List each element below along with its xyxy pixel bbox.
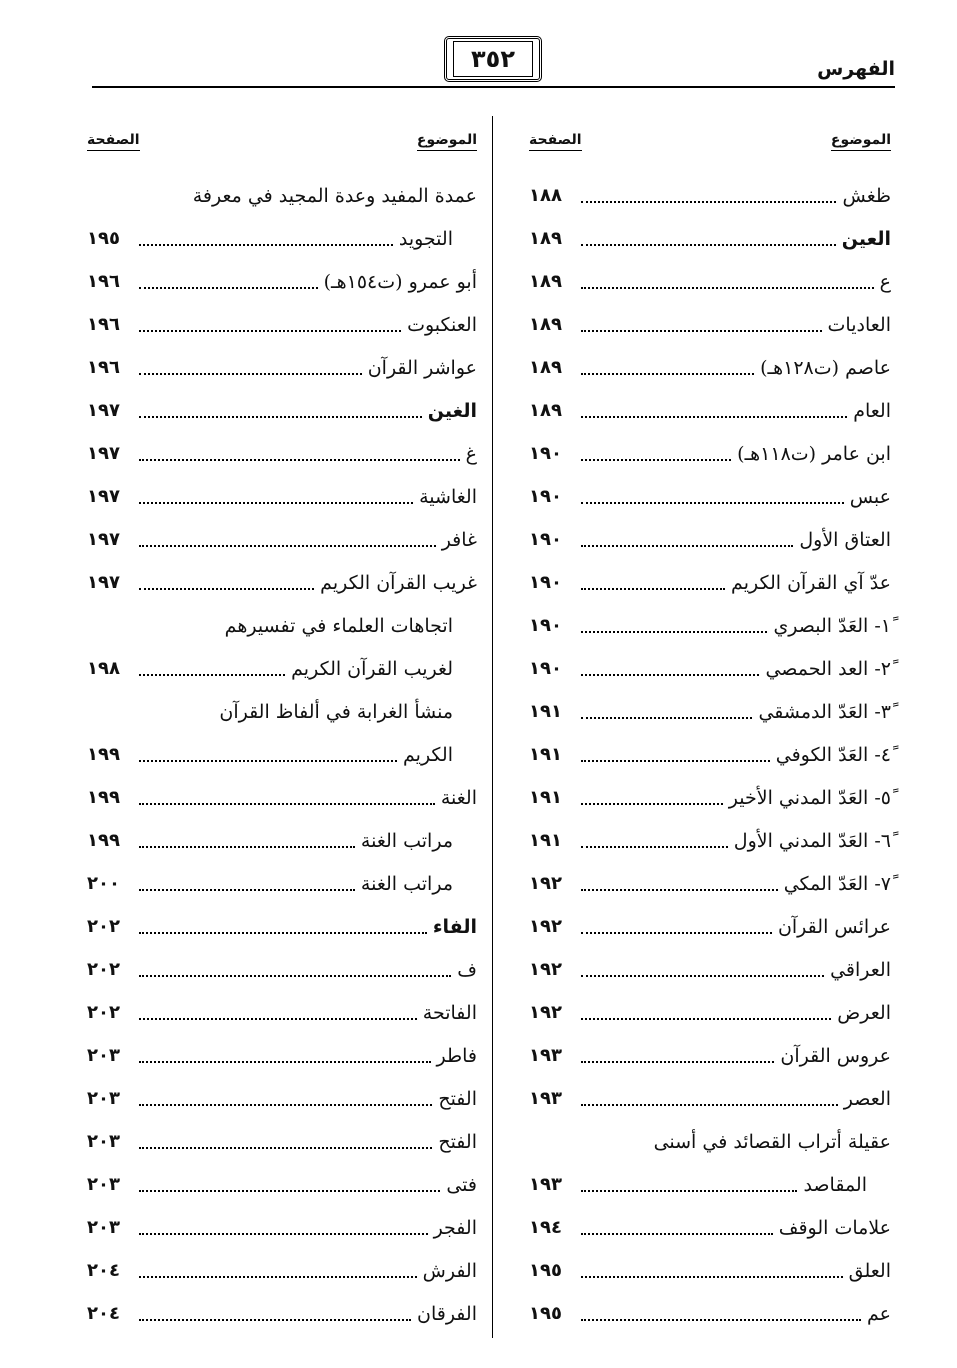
entry-title: ٦ً- العَدّ المدني الأول xyxy=(733,829,891,852)
entry-page-number: ٢٠٤ xyxy=(87,1260,120,1281)
entry-title: العين xyxy=(841,227,891,250)
entry-page-number: ١٩٥ xyxy=(87,228,120,249)
dot-leader xyxy=(581,588,725,590)
index-entry xyxy=(87,1249,477,1292)
left-column-entries xyxy=(87,174,477,1335)
entry-page-number: ١٩٠ xyxy=(529,615,562,636)
entry-page-number: ٢٠٠ xyxy=(87,873,120,894)
index-entry xyxy=(529,905,891,948)
entry-page-number: ١٩٣ xyxy=(529,1045,562,1066)
entry-page-number: ١٩١ xyxy=(529,744,562,765)
index-entry xyxy=(87,948,477,991)
entry-page-number: ١٩٠ xyxy=(529,658,562,679)
dot-leader xyxy=(581,717,752,719)
index-entry xyxy=(529,948,891,991)
entry-title: ع xyxy=(879,270,891,293)
index-entry xyxy=(529,1120,891,1163)
dot-leader xyxy=(139,932,427,934)
dot-leader xyxy=(581,545,793,547)
entry-page-number: ١٨٩ xyxy=(529,314,562,335)
dot-leader xyxy=(139,1276,417,1278)
index-entry xyxy=(529,389,891,432)
dot-leader xyxy=(139,588,314,590)
entry-title: الغين xyxy=(427,399,477,422)
entry-title: عم xyxy=(867,1302,891,1325)
index-entry xyxy=(529,776,891,819)
index-entry xyxy=(87,819,477,862)
entry-title: غريب القرآن الكريم xyxy=(320,571,477,594)
index-entry xyxy=(529,1163,891,1206)
entry-title: اتجاهات العلماء في تفسيرهم xyxy=(224,614,453,637)
dot-leader xyxy=(581,416,847,418)
index-entry xyxy=(529,862,891,905)
dot-leader xyxy=(139,1018,417,1020)
entry-page-number: ٢٠٣ xyxy=(87,1131,120,1152)
entry-title: العام xyxy=(853,399,891,422)
dot-leader xyxy=(581,1319,861,1321)
index-entry xyxy=(87,432,477,475)
entry-page-number: ١٨٨ xyxy=(529,185,562,206)
dot-leader xyxy=(581,373,754,375)
entry-title: عدّ آي القرآن الكريم xyxy=(731,571,891,594)
index-entry xyxy=(87,733,477,776)
entry-page-number: ١٩٠ xyxy=(529,443,562,464)
entry-page-number: ١٩٧ xyxy=(87,572,120,593)
page-heading: الصفحة xyxy=(87,132,140,151)
entry-page-number: ١٩٢ xyxy=(529,916,562,937)
entry-page-number: ١٩٧ xyxy=(87,486,120,507)
dot-leader xyxy=(581,932,772,934)
entry-page-number: ١٩٢ xyxy=(529,873,562,894)
entry-page-number: ١٩٦ xyxy=(87,314,120,335)
index-entry xyxy=(529,260,891,303)
entry-title: الكريم xyxy=(403,743,453,766)
entry-page-number: ٢٠٣ xyxy=(87,1088,120,1109)
index-entry xyxy=(529,303,891,346)
entry-title: ١ً- العَدّ البصري xyxy=(773,614,891,637)
index-entry xyxy=(87,1163,477,1206)
entry-page-number: ١٩٦ xyxy=(87,271,120,292)
entry-title: فاطر xyxy=(436,1044,477,1067)
dot-leader xyxy=(139,889,355,891)
index-entry xyxy=(87,174,477,217)
index-entry xyxy=(529,733,891,776)
entry-page-number: ٢٠٤ xyxy=(87,1303,120,1324)
entry-page-number: ١٩٠ xyxy=(529,486,562,507)
dot-leader xyxy=(139,760,397,762)
index-entry xyxy=(529,174,891,217)
dot-leader xyxy=(139,1233,428,1235)
index-entry xyxy=(87,991,477,1034)
entry-title: مراتب الغنة xyxy=(360,829,453,852)
entry-title: ابن عامر (ت١١٨هـ) xyxy=(737,442,891,465)
dot-leader xyxy=(139,1061,431,1063)
entry-title: ٢ً- العد الحمصي xyxy=(765,657,891,680)
entry-title: عاصم (ت١٢٨هـ) xyxy=(760,356,891,379)
index-entry xyxy=(87,690,477,733)
entry-title: ٧ً- العَدّ المكي xyxy=(783,872,891,895)
entry-page-number: ١٩١ xyxy=(529,701,562,722)
entry-page-number: ١٩٩ xyxy=(87,744,120,765)
dot-leader xyxy=(581,1018,831,1020)
entry-page-number: ١٩٠ xyxy=(529,572,562,593)
entry-title: الفاتحة xyxy=(422,1001,477,1024)
index-entry xyxy=(529,475,891,518)
entry-page-number: ٢٠٢ xyxy=(87,916,120,937)
entry-page-number: ١٩٧ xyxy=(87,443,120,464)
index-entry xyxy=(87,604,477,647)
page-heading: الصفحة xyxy=(529,132,582,151)
dot-leader xyxy=(581,1276,843,1278)
entry-title: ٣ً- العَدّ الدمشقي xyxy=(758,700,891,723)
index-entry xyxy=(529,1077,891,1120)
index-entry xyxy=(529,991,891,1034)
dot-leader xyxy=(581,201,836,203)
entry-title: منشأ الغرابة في ألفاظ القرآن xyxy=(219,700,453,723)
index-entry xyxy=(529,518,891,561)
left-column xyxy=(87,124,477,1335)
entry-page-number: ٢٠٣ xyxy=(87,1217,120,1238)
entry-title: مراتب الغنة xyxy=(360,872,453,895)
header-rule xyxy=(92,86,895,88)
entry-page-number: ٢٠٣ xyxy=(87,1174,120,1195)
entry-title: الغاشية xyxy=(419,485,477,508)
entry-title: العنكبوت xyxy=(407,313,477,336)
dot-leader xyxy=(139,1147,432,1149)
entry-title: ف xyxy=(457,958,477,981)
entry-page-number: ١٩٢ xyxy=(529,959,562,980)
index-entry xyxy=(529,432,891,475)
index-entry xyxy=(529,1034,891,1077)
index-entry xyxy=(87,260,477,303)
entry-page-number: ١٩٩ xyxy=(87,830,120,851)
entry-title: عقيلة أتراب القصائد في أسنى xyxy=(653,1130,891,1153)
entry-title: المقاصد xyxy=(803,1173,867,1196)
entry-title: لغريب القرآن الكريم xyxy=(291,657,453,680)
dot-leader xyxy=(581,1104,838,1106)
dot-leader xyxy=(139,975,451,977)
entry-page-number: ١٩٧ xyxy=(87,529,120,550)
index-entry xyxy=(87,346,477,389)
entry-page-number: ١٩٩ xyxy=(87,787,120,808)
index-entry xyxy=(529,217,891,260)
entry-title: عبس xyxy=(849,485,891,508)
entry-title: علامات الوقف xyxy=(778,1216,891,1239)
entry-page-number: ١٨٩ xyxy=(529,228,562,249)
entry-title: غافر xyxy=(441,528,477,551)
index-entry xyxy=(87,217,477,260)
entry-page-number: ١٨٩ xyxy=(529,400,562,421)
index-entry xyxy=(87,1292,477,1335)
dot-leader xyxy=(581,244,836,246)
index-entry xyxy=(87,905,477,948)
dot-leader xyxy=(139,1319,411,1321)
dot-leader xyxy=(581,287,874,289)
page-number-frame xyxy=(444,36,542,82)
entry-page-number: ١٩١ xyxy=(529,787,562,808)
entry-title: التجويد xyxy=(398,227,453,250)
right-column-header xyxy=(529,124,891,158)
entry-title: العرض xyxy=(837,1001,891,1024)
dot-leader xyxy=(139,502,413,504)
dot-leader xyxy=(581,1061,774,1063)
entry-page-number: ١٩٤ xyxy=(529,1217,562,1238)
index-entry xyxy=(87,862,477,905)
entry-title: العلق xyxy=(848,1259,891,1282)
index-entry xyxy=(87,1077,477,1120)
entry-title: ٥ً- العَدّ المدني الأخير xyxy=(728,786,891,809)
index-entry xyxy=(529,647,891,690)
index-entry xyxy=(87,1034,477,1077)
section-title: الفهرس xyxy=(817,58,895,80)
index-entry xyxy=(87,475,477,518)
index-entry xyxy=(87,389,477,432)
dot-leader xyxy=(581,1233,773,1235)
dot-leader xyxy=(581,1190,797,1192)
dot-leader xyxy=(581,674,759,676)
entry-page-number: ١٩١ xyxy=(529,830,562,851)
entry-title: العاديات xyxy=(827,313,891,336)
dot-leader xyxy=(139,674,285,676)
topic-heading: الموضوع xyxy=(831,132,891,151)
dot-leader xyxy=(581,760,770,762)
left-column-header xyxy=(87,124,477,158)
entry-page-number: ٢٠٣ xyxy=(87,1045,120,1066)
index-entry xyxy=(87,518,477,561)
entry-title: عرائس القرآن xyxy=(777,915,891,938)
dot-leader xyxy=(139,287,318,289)
page-number: ٣٥٢ xyxy=(453,41,533,77)
column-divider xyxy=(492,116,493,1338)
entry-page-number: ١٩٢ xyxy=(529,1002,562,1023)
index-entry xyxy=(87,1120,477,1163)
entry-page-number: ١٩٠ xyxy=(529,529,562,550)
dot-leader xyxy=(581,631,767,633)
entry-title: الفتح xyxy=(438,1130,477,1153)
entry-title: الفرش xyxy=(422,1259,477,1282)
index-entry xyxy=(529,819,891,862)
entry-title: أبو عمرو (ت١٥٤هـ) xyxy=(323,270,477,293)
dot-leader xyxy=(581,803,723,805)
entry-title: عواشر القرآن xyxy=(367,356,477,379)
dot-leader xyxy=(581,502,844,504)
entry-title: عمدة المفيد وعدة المجيد في معرفة xyxy=(192,184,477,207)
dot-leader xyxy=(139,459,460,461)
entry-page-number: ١٩٥ xyxy=(529,1260,562,1281)
dot-leader xyxy=(139,373,362,375)
dot-leader xyxy=(139,846,355,848)
dot-leader xyxy=(139,330,401,332)
entry-title: العتاق الأول xyxy=(799,528,891,551)
entry-title: عروس القرآن xyxy=(780,1044,891,1067)
index-entry xyxy=(87,776,477,819)
entry-page-number: ٢٠٢ xyxy=(87,1002,120,1023)
entry-page-number: ٢٠٢ xyxy=(87,959,120,980)
entry-page-number: ١٩٦ xyxy=(87,357,120,378)
dot-leader xyxy=(581,330,822,332)
right-column-entries xyxy=(529,174,891,1335)
index-entry xyxy=(529,690,891,733)
dot-leader xyxy=(139,803,435,805)
entry-page-number: ١٩٣ xyxy=(529,1174,562,1195)
dot-leader xyxy=(581,459,731,461)
entry-title: الفجر xyxy=(433,1216,477,1239)
dot-leader xyxy=(581,975,824,977)
entry-title: العصر xyxy=(843,1087,891,1110)
dot-leader xyxy=(139,545,436,547)
index-entry xyxy=(529,1292,891,1335)
topic-heading: الموضوع xyxy=(417,132,477,151)
entry-page-number: ١٩٣ xyxy=(529,1088,562,1109)
entry-title: ظغش xyxy=(842,184,891,207)
index-entry xyxy=(529,1249,891,1292)
dot-leader xyxy=(139,244,393,246)
dot-leader xyxy=(581,889,778,891)
dot-leader xyxy=(581,846,728,848)
index-entry xyxy=(87,303,477,346)
entry-page-number: ١٩٨ xyxy=(87,658,120,679)
entry-title: ٤ً- العَدّ الكوفي xyxy=(775,743,891,766)
index-entry xyxy=(87,561,477,604)
entry-title: غ xyxy=(465,442,477,465)
entry-title: فتى xyxy=(446,1173,477,1196)
entry-page-number: ١٨٩ xyxy=(529,271,562,292)
entry-title: الغنة xyxy=(440,786,477,809)
index-entry xyxy=(529,1206,891,1249)
entry-title: الفرقان xyxy=(417,1302,477,1325)
entry-page-number: ١٨٩ xyxy=(529,357,562,378)
index-entry xyxy=(529,346,891,389)
index-entry xyxy=(529,604,891,647)
right-column xyxy=(529,124,891,1335)
index-entry xyxy=(87,1206,477,1249)
index-entry xyxy=(87,647,477,690)
entry-page-number: ١٩٧ xyxy=(87,400,120,421)
dot-leader xyxy=(139,1190,440,1192)
dot-leader xyxy=(139,1104,432,1106)
dot-leader xyxy=(139,416,422,418)
entry-title: الفتح xyxy=(438,1087,477,1110)
entry-title: الفاء xyxy=(432,915,477,938)
index-entry xyxy=(529,561,891,604)
entry-page-number: ١٩٥ xyxy=(529,1303,562,1324)
entry-title: العراقي xyxy=(830,958,891,981)
